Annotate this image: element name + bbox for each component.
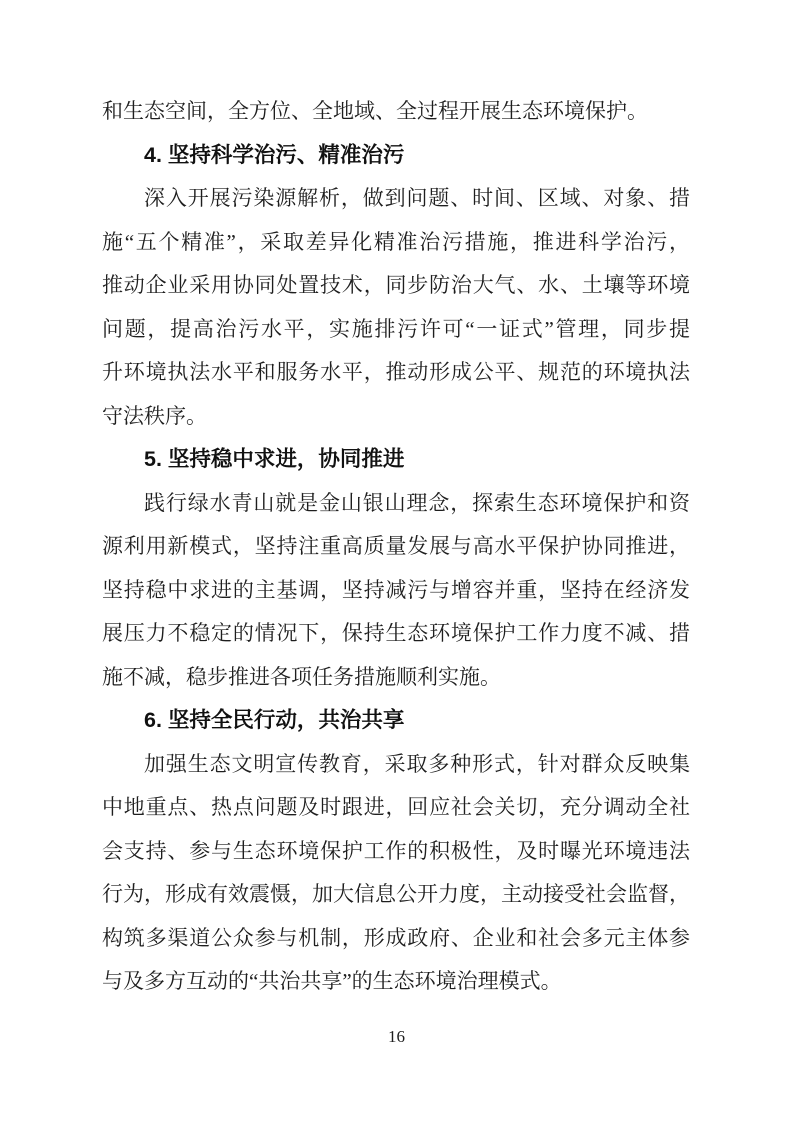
paragraph-continuation-line: 和生态空间，全方位、全地域、全过程开展生态环境保护。 (102, 99, 648, 123)
section-5-line: 践行绿水青山就是金山银山理念，探索生态环境保护和资 (144, 490, 690, 515)
section-6-line: 行为，形成有效震慑，加大信息公开力度，主动接受社会监督， (102, 882, 690, 906)
section-6-line: 中地重点、热点问题及时跟进，回应社会关切，充分调动全社 (102, 795, 690, 819)
section-6-line: 构筑多渠道公众参与机制，形成政府、企业和社会多元主体参 (102, 925, 690, 950)
page-content (102, 90, 690, 1004)
section-4-line: 守法秩序。 (102, 403, 207, 428)
section-4-line: 深入开展污染源解析，做到问题、时间、区域、对象、措 (144, 186, 690, 210)
section-5-heading: 5. 坚持稳中求进，协同推进 (144, 447, 405, 471)
section-5-line: 源利用新模式，坚持注重高质量发展与高水平保护协同推进， (102, 534, 690, 558)
section-4-heading: 4. 坚持科学治污、精准治污 (144, 142, 405, 167)
section-4-line: 施“五个精准”，采取差异化精准治污措施，推进科学治污， (102, 229, 690, 254)
section-6-line: 加强生态文明宣传教育，采取多种形式，针对群众反映集 (144, 751, 690, 776)
section-6-line: 与及多方互动的“共治共享”的生态环境治理模式。 (102, 969, 562, 993)
section-5-line: 展压力不稳定的情况下，保持生态环境保护工作力度不减、措 (102, 621, 690, 645)
section-6-line: 会支持、参与生态环境保护工作的积极性，及时曝光环境违法 (102, 838, 690, 863)
page-number: 16 (388, 1027, 405, 1046)
section-5-line: 坚持稳中求进的主基调，坚持减污与增容并重，坚持在经济发 (102, 577, 690, 602)
section-4-line: 问题，提高治污水平，实施排污许可“一证式”管理，同步提 (102, 316, 690, 341)
section-4-line: 推动企业采用协同处置技术，同步防治大气、水、土壤等环境 (102, 273, 690, 297)
section-6-heading: 6. 坚持全民行动，共治共享 (144, 708, 405, 732)
section-4-line: 升环境执法水平和服务水平，推动形成公平、规范的环境执法 (102, 360, 690, 384)
section-5-line: 施不减，稳步推进各项任务措施顺利实施。 (102, 664, 501, 689)
